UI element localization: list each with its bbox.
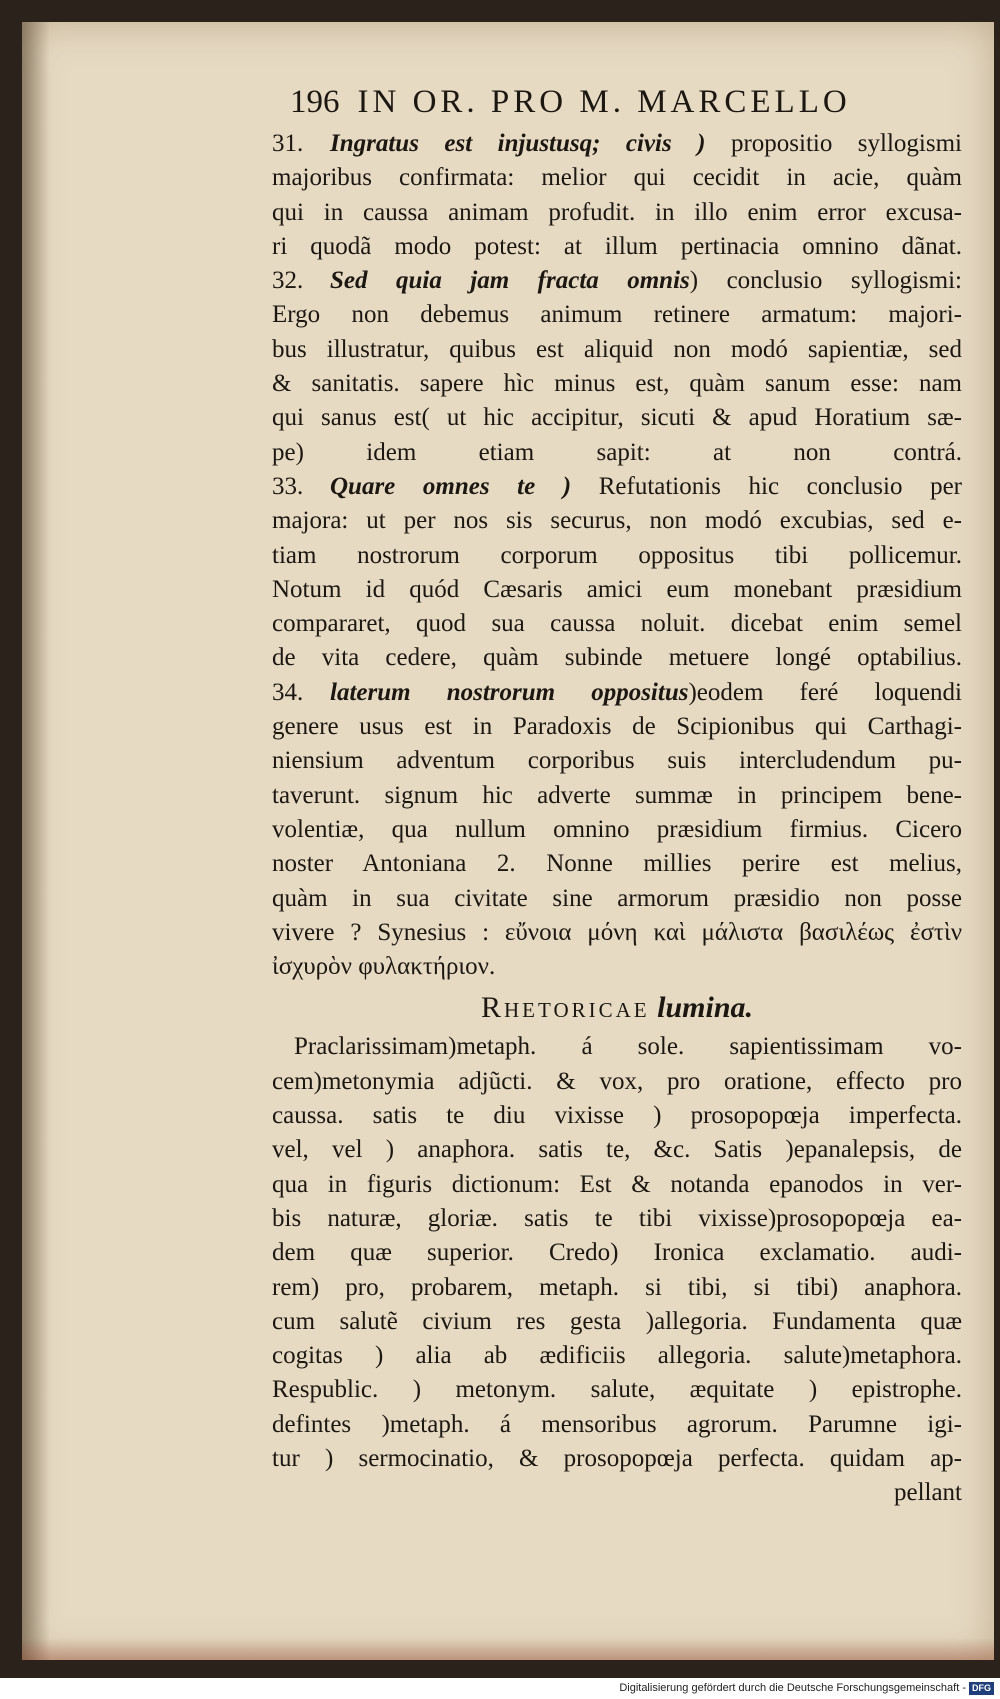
section-heading-caps: Rhetoricae	[481, 991, 650, 1025]
lemma: laterum nostrorum oppositus	[330, 678, 689, 706]
digitization-footer	[0, 1678, 1000, 1699]
line-text: majora: ut per nos sis securus, non modó excubias, sed e-	[272, 507, 962, 535]
line-text: Notum id quód Cæsaris amici eum monebant præsidium	[272, 575, 962, 603]
note-number: 32.	[272, 267, 304, 295]
text-line	[272, 367, 962, 401]
book-page	[22, 22, 994, 1660]
text-line	[272, 744, 962, 778]
text-line	[272, 1271, 962, 1305]
line-text: dem quæ superior. Credo) Ironica exclamatio. audi-	[272, 1239, 962, 1267]
line-text: qui in caussa animam profudit. in illo enim error excusa-	[272, 198, 962, 226]
line-text: cem)metonymia adjũcti. & vox, pro oratione, effecto pro	[272, 1067, 962, 1095]
lemma: Ingratus est injustusq; civis )	[330, 130, 706, 157]
text-line	[272, 470, 962, 504]
text-line	[272, 1476, 962, 1510]
lemma: Sed quia jam fracta omnis	[330, 267, 690, 295]
text-line	[272, 710, 962, 744]
line-text: pellant	[893, 1479, 962, 1507]
line-text: propositio syllogismi	[705, 130, 962, 157]
lemma: Quare omnes te )	[330, 472, 572, 500]
line-text: majoribus confirmata: melior qui cecidit in acie, quàm	[272, 164, 962, 192]
text-line	[272, 1305, 962, 1339]
text-line	[272, 401, 962, 435]
text-line	[272, 641, 962, 675]
line-text: )eodem feré loquendi	[688, 678, 962, 706]
note-number: 31.	[272, 130, 304, 157]
line-text: qui sanus est( ut hic accipitur, sicuti & apud Horatium sæ-	[272, 404, 962, 432]
footer-text: Digitalisierung gefördert durch die Deutsche Forschungsgemeinschaft -	[619, 1682, 966, 1694]
line-text: cum salutẽ civium res gesta )allegoria. Fundamenta quæ	[272, 1307, 962, 1335]
section-heading-italic: lumina.	[657, 991, 753, 1025]
line-text: compararet, quod sua caussa noluit. dicebat enim semel	[272, 610, 962, 638]
line-text: rem) pro, probarem, metaph. si tibi, si tibi) anaphora.	[272, 1273, 962, 1301]
text-line	[272, 333, 962, 367]
text-line	[272, 1442, 962, 1476]
line-text: qua in figuris dictionum: Est & notanda epanodos in ver-	[272, 1170, 962, 1198]
line-text: genere usus est in Paradoxis de Scipionibus qui Carthagi-	[272, 713, 962, 741]
line-text: Praclarissimam)metaph. á sole. sapientissimam vo-	[294, 1033, 962, 1061]
text-line	[272, 1168, 962, 1202]
line-text: Refutationis hic conclusio per	[571, 472, 962, 500]
line-text: defintes )metaph. á mensoribus agrorum. Parumne igi-	[272, 1410, 962, 1438]
text-line	[272, 1373, 962, 1407]
text-line	[272, 1065, 962, 1099]
line-text: vivere ? Synesius : εὔνοια μόνη καὶ μάλιστα βασιλέως ἐστὶν	[272, 918, 962, 946]
text-line	[272, 1408, 962, 1442]
text-line	[272, 916, 962, 950]
line-text: & sanitatis. sapere hìc minus est, quàm sanum esse: nam	[272, 370, 962, 398]
text-line	[272, 161, 962, 195]
line-text: niensium adventum corporibus suis intercludendum pu-	[272, 747, 962, 775]
text-line	[272, 607, 962, 641]
text-line	[272, 950, 962, 984]
text-line	[272, 847, 962, 881]
text-line	[272, 436, 962, 470]
text-line	[272, 539, 962, 573]
line-text: quàm in sua civitate sine armorum præsidio non posse	[272, 884, 962, 912]
text-line	[272, 779, 962, 813]
line-text: Respublic. ) metonym. salute, æquitate ) epistrophe.	[272, 1376, 962, 1404]
line-text: tur ) sermocinatio, & prosopopœja perfecta. quidam ap-	[272, 1444, 962, 1472]
text-line	[272, 1202, 962, 1236]
line-text: ) conclusio syllogismi:	[689, 267, 962, 295]
running-title: IN OR. PRO M. MARCELLO	[357, 84, 851, 120]
text-line	[272, 298, 962, 332]
text-line	[272, 1030, 962, 1064]
line-text: tiam nostrorum corporum oppositus tibi pollicemur.	[272, 541, 962, 569]
line-text: bus illustratur, quibus est aliquid non modó sapientiæ, sed	[272, 335, 962, 363]
text-line	[272, 813, 962, 847]
rhetoric-notes	[272, 1030, 962, 1510]
running-head	[290, 84, 962, 121]
line-text: pe) idem etiam sapit: at non contrá.	[272, 438, 962, 466]
line-text: de vita cedere, quàm subinde metuere longé optabilius.	[272, 644, 962, 672]
line-text: Ergo non debemus animum retinere armatum: majori-	[272, 301, 962, 329]
page-number: 196	[290, 84, 340, 120]
line-text: ἰσχυρὸν φυλακτήριον.	[272, 953, 496, 981]
text-line	[272, 504, 962, 538]
section-heading	[272, 986, 962, 1030]
dfg-logo: DFG	[969, 1682, 994, 1695]
line-text: vel, vel ) anaphora. satis te, &c. Satis )epanalepsis, de	[272, 1136, 962, 1164]
line-text: cogitas ) alia ab ædificiis allegoria. salute)metaphora.	[272, 1342, 962, 1370]
line-text: noster Antoniana 2. Nonne millies perire est melius,	[272, 850, 962, 878]
line-text: volentiæ, qua nullum omnino præsidium firmius. Cicero	[272, 815, 962, 843]
note-number: 34.	[272, 678, 304, 706]
text-line	[272, 196, 962, 230]
text-line	[272, 230, 962, 264]
text-block	[272, 84, 962, 1511]
line-text: bis naturæ, gloriæ. satis te tibi vixisse)prosopopœja ea-	[272, 1204, 962, 1232]
line-text: caussa. satis te diu vixisse ) prosopopœja imperfecta.	[272, 1102, 962, 1130]
text-line	[272, 264, 962, 298]
text-line	[272, 1099, 962, 1133]
line-text: ri quodã modo potest: at illum pertinacia omnino dãnat.	[272, 232, 962, 260]
text-line	[272, 1339, 962, 1373]
line-text: taverunt. signum hic adverte summæ in principem bene-	[272, 781, 962, 809]
text-line	[272, 882, 962, 916]
text-line	[272, 127, 962, 161]
text-line	[272, 573, 962, 607]
note-number: 33.	[272, 472, 304, 500]
commentary-notes	[272, 127, 962, 984]
text-line	[272, 676, 962, 710]
text-line	[272, 1236, 962, 1270]
text-line	[272, 1133, 962, 1167]
